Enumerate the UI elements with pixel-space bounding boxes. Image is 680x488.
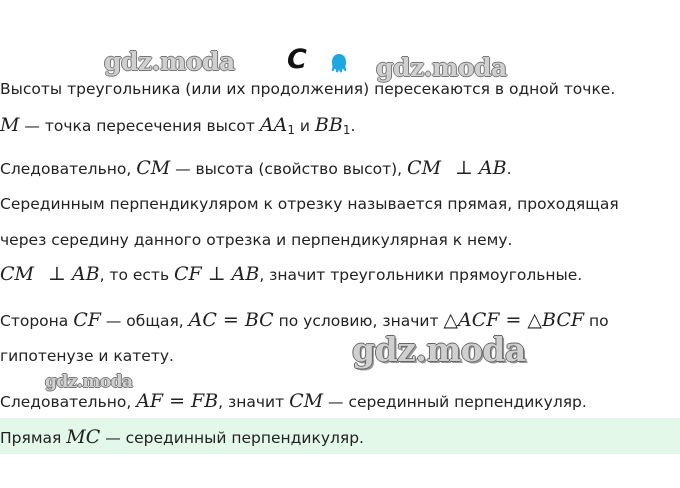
- text: Следовательно,: [0, 393, 137, 411]
- text: .: [506, 160, 512, 178]
- triangle-symbol: △: [443, 309, 459, 331]
- text-line-4: [0, 193, 619, 215]
- text: , значит треугольники прямоугольные.: [259, 266, 583, 284]
- watermark: gdz.moda: [352, 330, 526, 369]
- text: — серединный перпендикуляр.: [100, 429, 364, 447]
- text-line-3: [0, 157, 512, 180]
- sentence: гипотенузе и катету.: [0, 347, 174, 365]
- equals-symbol: =: [222, 309, 239, 331]
- math-CM: CM: [136, 157, 171, 179]
- math-CM: CM: [289, 390, 324, 412]
- math-BB: BB: [314, 114, 343, 136]
- text: Сторона: [0, 312, 74, 330]
- math-AF: AF: [136, 390, 164, 412]
- text: .: [350, 117, 356, 135]
- text: — серединный перпендикуляр.: [323, 393, 587, 411]
- text: — высота (свойство высот),: [170, 160, 408, 178]
- math-MC: MC: [66, 426, 101, 448]
- sentence: Высоты треугольника (или их продолжения) пересекаются в одной точке.: [0, 80, 616, 98]
- octopus-icon: [330, 53, 348, 73]
- text: и: [294, 117, 315, 135]
- text: Следовательно,: [0, 160, 137, 178]
- math-AB: AB: [231, 263, 260, 285]
- watermark: gdz.moda: [45, 372, 133, 392]
- text-line-8: [0, 345, 174, 367]
- text: — общая,: [100, 312, 189, 330]
- math-BCF: BCF: [542, 309, 585, 331]
- math-FB: FB: [191, 390, 219, 412]
- text-line-6: [0, 263, 582, 286]
- perpendicular-symbol: ⊥: [455, 157, 473, 179]
- sentence: через середину данного отрезка и перпендикулярная к нему.: [0, 231, 513, 249]
- math-CF: CF: [174, 263, 202, 285]
- text-line-9: [0, 390, 587, 413]
- subscript: 1: [342, 123, 351, 137]
- math-M: M: [0, 114, 20, 136]
- math-AA: AA: [259, 114, 288, 136]
- subscript: 1: [287, 123, 295, 137]
- text-line-7: [0, 309, 609, 332]
- text-line-5: [0, 229, 512, 251]
- math-AB: AB: [478, 157, 507, 179]
- text: по: [584, 312, 609, 330]
- math-CF: CF: [73, 309, 101, 331]
- math-ACF: ACF: [458, 309, 500, 331]
- sentence: Серединным перпендикуляром к отрезку называется прямая, проходящая: [0, 195, 619, 213]
- text-line-10: [0, 426, 364, 449]
- text: , то есть: [99, 266, 175, 284]
- math-CM: CM: [0, 263, 34, 285]
- text: по условию, значит: [273, 312, 444, 330]
- math-AB: AB: [71, 263, 100, 285]
- math-AC: AC: [188, 309, 217, 331]
- equals-symbol: =: [169, 390, 186, 412]
- text: , значит: [218, 393, 290, 411]
- perpendicular-symbol: ⊥: [48, 263, 66, 285]
- perpendicular-symbol: ⊥: [207, 263, 226, 285]
- brand-logo-letter: C: [287, 44, 307, 75]
- text: Прямая: [0, 429, 67, 447]
- triangle-symbol: △: [527, 309, 543, 331]
- math-CM: CM: [407, 157, 442, 179]
- text-line-2: [0, 114, 355, 137]
- equals-symbol: =: [505, 309, 522, 331]
- text-line-1: [0, 78, 615, 100]
- watermark: gdz.moda: [104, 47, 235, 76]
- math-BC: BC: [244, 309, 274, 331]
- watermark: gdz.moda: [376, 53, 507, 82]
- text: — точка пересечения высот: [19, 117, 260, 135]
